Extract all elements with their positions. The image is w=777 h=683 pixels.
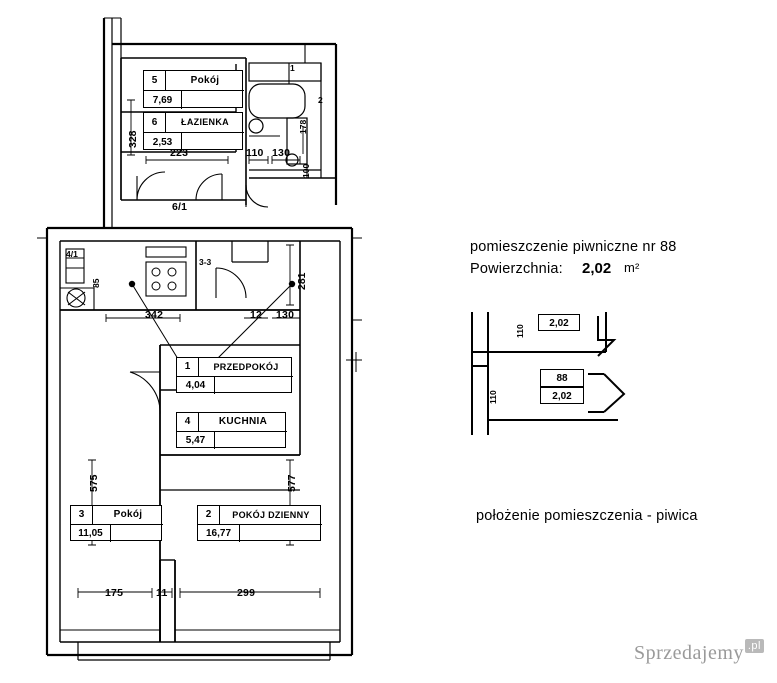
room-3-area: 11,05 bbox=[71, 524, 111, 542]
dim-upper-right-100: 100 bbox=[301, 163, 311, 178]
room-6-number: 6 bbox=[144, 113, 166, 132]
dim-575: 575 bbox=[88, 474, 100, 492]
room-3-number: 3 bbox=[71, 506, 93, 524]
room-label-3 bbox=[70, 505, 162, 541]
room-2-area-filler bbox=[240, 524, 322, 542]
watermark bbox=[634, 642, 763, 665]
dim-upper-vertical-328: 328 bbox=[127, 130, 139, 148]
room-5-area: 7,69 bbox=[144, 90, 182, 109]
room-5-name: Pokój bbox=[190, 75, 220, 86]
watermark-suffix: .pl bbox=[745, 639, 764, 653]
room-4-name: KUCHNIA bbox=[218, 416, 268, 427]
dim-upper-130: 130 bbox=[272, 147, 291, 159]
basement-cell-88-number: 88 bbox=[556, 373, 568, 384]
dim-upper-110: 110 bbox=[246, 147, 264, 159]
room-1-name: PRZEDPOKÓJ bbox=[213, 362, 279, 372]
label-3-3: 3-3 bbox=[199, 257, 212, 267]
room-label-5 bbox=[143, 70, 243, 108]
room-2-area: 16,77 bbox=[198, 524, 240, 542]
watermark-text: Sprzedajemy bbox=[633, 642, 744, 664]
room-6-name: ŁAZIENKA bbox=[181, 117, 229, 127]
room-1-area-filler bbox=[215, 376, 293, 394]
basement-cell-88-area-value: 2,02 bbox=[552, 391, 572, 402]
room-6-area: 2,53 bbox=[144, 132, 182, 151]
room-4-area-filler bbox=[215, 431, 287, 449]
room-label-4 bbox=[176, 412, 286, 448]
room-6-area-filler bbox=[182, 132, 244, 151]
dim-342: 342 bbox=[145, 309, 164, 321]
room-2-name: POKÓJ DZIENNY bbox=[232, 510, 310, 520]
basement-title-line2: Powierzchnia: bbox=[470, 261, 563, 277]
dim-upper-223: 223 bbox=[170, 147, 189, 159]
dim-11: 11 bbox=[156, 587, 168, 599]
basement-dim-110-bottom: 110 bbox=[488, 390, 498, 404]
dim-85: 85 bbox=[91, 278, 101, 288]
basement-location-caption: położenie pomieszczenia - piwica bbox=[476, 508, 698, 524]
room-label-6 bbox=[143, 112, 243, 150]
room-5-area-filler bbox=[182, 90, 244, 109]
marker-6-1: 6/1 bbox=[172, 201, 188, 213]
basement-cell-88-area bbox=[540, 387, 584, 404]
dim-175: 175 bbox=[105, 587, 124, 599]
dim-upper-right-tiny-b: 2 bbox=[318, 95, 323, 105]
dim-577: 577 bbox=[286, 474, 298, 492]
basement-dim-110-top: 110 bbox=[515, 324, 525, 338]
marker-4-1: 4/1 bbox=[66, 249, 78, 259]
dim-12: 12 bbox=[250, 309, 263, 321]
room-5-number: 5 bbox=[144, 71, 166, 90]
basement-area-unit: m² bbox=[624, 260, 640, 275]
basement-area-value: 2,02 bbox=[582, 260, 612, 277]
basement-cell-top-area: 2,02 bbox=[549, 318, 569, 329]
dim-upper-right-178: 178 bbox=[298, 119, 308, 134]
room-label-2 bbox=[197, 505, 321, 541]
room-3-name: Pokój bbox=[113, 509, 143, 520]
basement-title-line1: pomieszczenie piwniczne nr 88 bbox=[470, 239, 677, 255]
dim-299: 299 bbox=[237, 587, 256, 599]
basement-cell-88 bbox=[540, 369, 584, 387]
room-2-number: 2 bbox=[198, 506, 220, 524]
room-4-number: 4 bbox=[177, 413, 199, 431]
room-1-number: 1 bbox=[177, 358, 199, 376]
dim-upper-right-tiny-a: 1 bbox=[290, 63, 295, 73]
room-1-area: 4,04 bbox=[177, 376, 215, 394]
dim-130-mid: 130 bbox=[276, 309, 295, 321]
dim-281: 281 bbox=[296, 272, 308, 290]
basement-cell-top bbox=[538, 314, 580, 331]
room-label-1 bbox=[176, 357, 292, 393]
room-3-area-filler bbox=[111, 524, 163, 542]
room-4-area: 5,47 bbox=[177, 431, 215, 449]
